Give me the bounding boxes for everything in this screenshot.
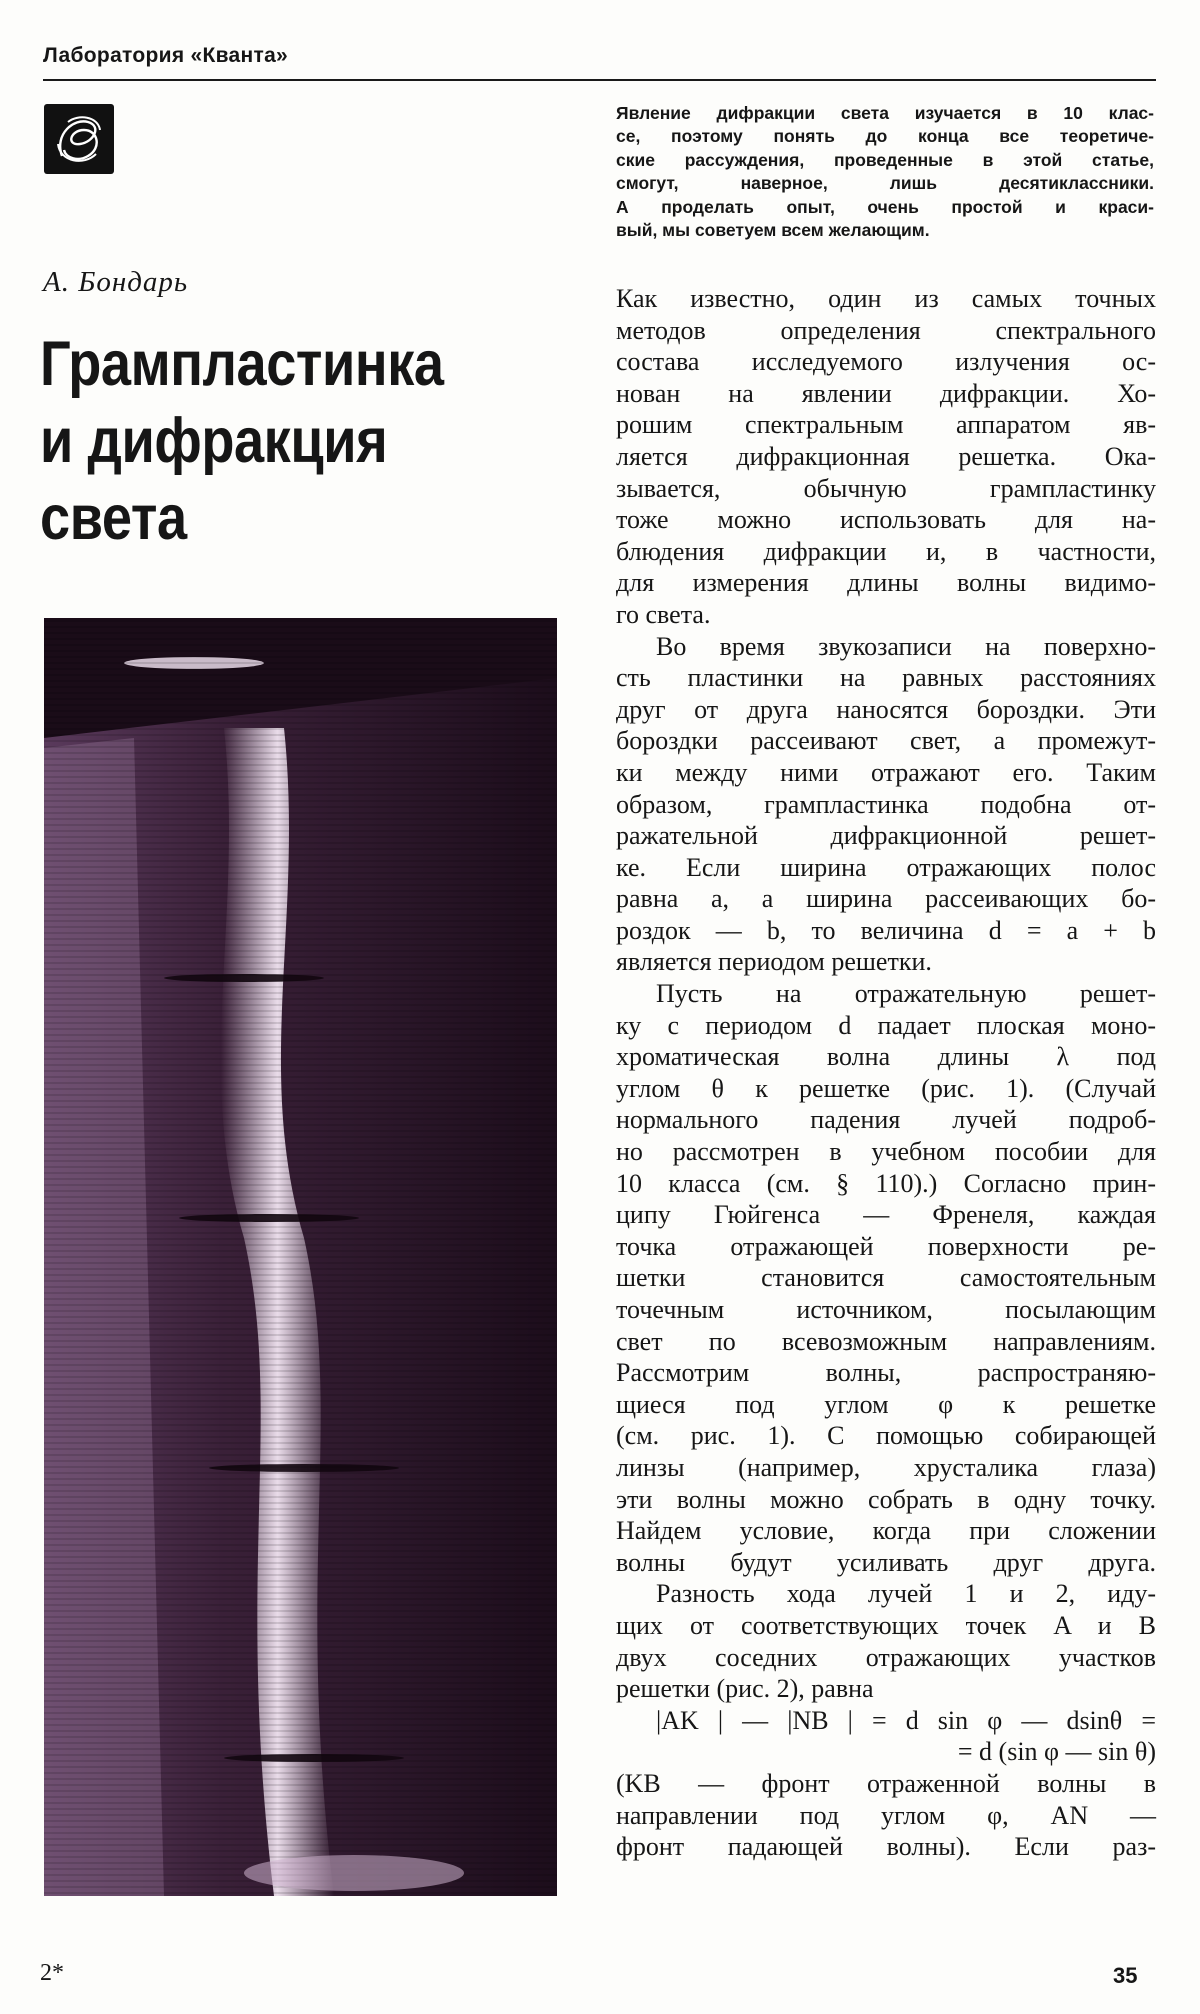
page-number: 35 [1113,1963,1138,1988]
body-line: Как известно, один из самых точных [616,284,1156,313]
title-line: Грампластинка [40,329,444,399]
body-line: = d (sin φ — sin θ) [957,1737,1156,1767]
body-line: роздок — b, то величина d = a + b [616,915,1156,945]
body-line: (см. рис. 1). С помощью собирающей [616,1421,1156,1451]
body-line: ке. Если ширина отражающих полос [616,852,1156,882]
article-lead [616,102,1154,242]
body-line: Во время звукозаписи на поверхно- [656,631,1156,661]
body-line: линзы (например, хрусталика глаза) [616,1452,1156,1482]
body-line: друг от друга наносятся бороздки. Эти [616,694,1156,724]
body-line: точка отражающей поверхности ре- [616,1231,1156,1261]
lead-line: се, поэтому понять до конца все теоретиче- [616,126,1154,147]
body-line: углом θ к решетке (рис. 1). (Случай [616,1073,1156,1103]
body-line: хроматическая волна длины λ под [616,1042,1156,1072]
body-line: ципу Гюйгенса — Френеля, каждая [616,1200,1156,1230]
body-line: рошим спектральным аппаратом яв- [616,410,1156,440]
article-author: А. Бондарь [43,266,189,298]
body-line: щих от соответствующих точек A и B [616,1610,1156,1640]
body-line: блюдения дифракции и, в частности, [616,536,1156,566]
article-body [616,283,1156,1863]
body-line: нован на явлении дифракции. Хо- [616,378,1156,408]
title-line: и дифракция [40,406,388,476]
body-line: свет по всевозможным направлениям. [616,1326,1156,1356]
body-line: Пусть на отражательную решет- [656,979,1156,1009]
body-line: ку с периодом d падает плоская моно- [616,1010,1156,1040]
body-line: ляется дифракционная решетка. Ока- [616,441,1156,471]
lead-line: смогут, наверное, лишь десятиклассники. [616,173,1154,194]
body-line: сть пластинки на равных расстояниях [616,663,1156,693]
body-line: Рассмотрим волны, распространяю- [616,1358,1156,1388]
body-line: ки между ними отражают его. Таким [616,757,1156,787]
title-line: света [40,483,187,553]
body-line: зывается, обычную грампластинку [616,473,1156,503]
body-line: но рассмотрен в учебном пособии для [616,1137,1156,1167]
body-line: методов определения спектрального [616,315,1156,345]
body-line: го света. [616,599,711,629]
body-line: точечным источником, посылающим [616,1295,1156,1324]
body-line: решетки (рис. 2), равна [616,1674,874,1704]
body-line: состава исследуемого излучения ос- [616,347,1156,377]
body-line: (KB — фронт отраженной волны в [616,1768,1156,1798]
lead-line: А проделать опыт, очень простой и краси- [616,196,1154,217]
lead-line: Явление дифракции света изучается в 10 клас- [616,103,1154,123]
signature-mark: 2* [40,1960,64,1986]
body-line: волны будут усиливать друг друга. [616,1547,1156,1577]
body-line: ражательной дифракционной решет- [616,821,1156,851]
header-rule [43,79,1156,81]
body-line: тоже можно использовать для на- [616,505,1156,535]
body-line: образом, грампластинка подобна от- [616,789,1156,819]
body-line: |AK | — |NB | = d sin φ — dsinθ = [656,1705,1156,1735]
body-line: для измерения длины волны видимо- [616,568,1156,598]
body-line: является периодом решетки. [616,947,932,977]
body-line: эти волны можно собрать в одну точку. [616,1484,1156,1514]
body-line: Разность хода лучей 1 и 2, иду- [656,1579,1156,1609]
body-line: 10 класса (см. § 110).) Согласно прин- [616,1168,1156,1198]
body-line: равна a, а ширина рассеивающих бо- [616,884,1156,914]
body-line: Найдем условие, когда при сложении [616,1516,1156,1546]
record-diffraction-photo [44,618,557,1896]
body-line: направлении под углом φ, AN — [616,1800,1156,1830]
body-line: нормального падения лучей подроб- [616,1105,1156,1135]
body-line: щиеся под углом φ к решетке [616,1389,1156,1419]
body-line: шетки становится самостоятельным [616,1263,1156,1293]
kvant-lab-emblem-icon [44,104,114,174]
body-line: бороздки рассеивают свет, а промежут- [616,726,1156,756]
lead-line: вый, мы советуем всем желающим. [616,220,930,241]
article-title [40,326,487,557]
body-line: двух соседних отражающих участков [616,1642,1156,1672]
section-header: Лаборатория «Кванта» [43,44,289,67]
body-line: фронт падающей волны). Если раз- [616,1832,1156,1862]
lead-line: ские рассуждения, проведенные в этой статье, [616,149,1154,170]
